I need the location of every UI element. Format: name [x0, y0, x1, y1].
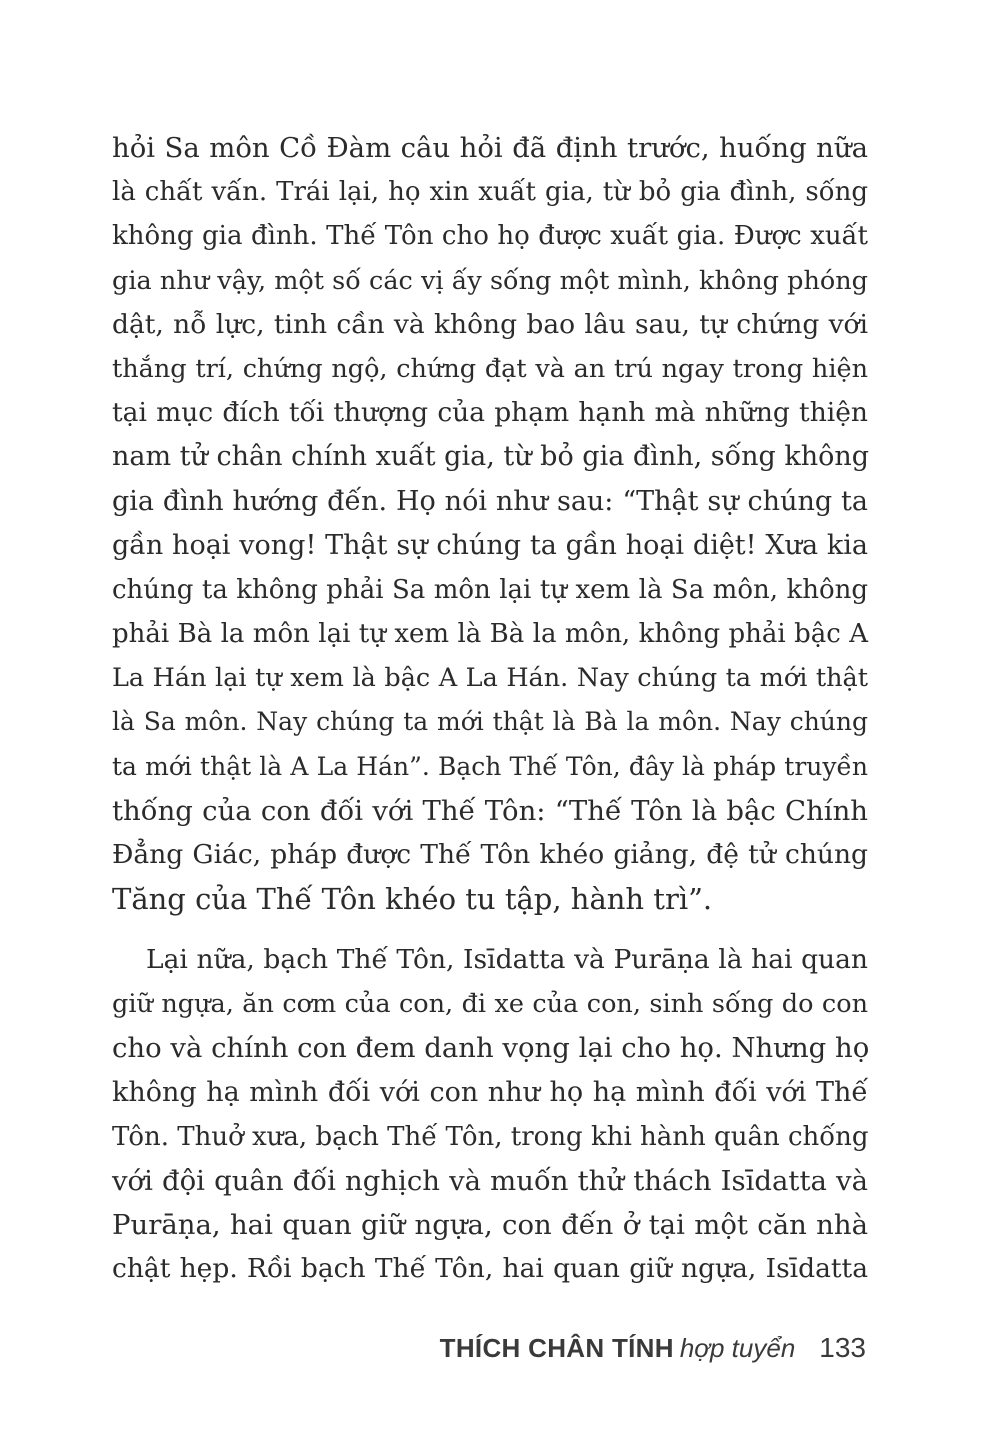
- text-line: không gia đình. Thế Tôn cho họ được xuất gia. Được xuất: [112, 221, 868, 252]
- text-line: giữ ngựa, ăn cơm của con, đi xe của con, sinh sống do con: [112, 989, 868, 1020]
- text-line: là Sa môn. Nay chúng ta mới thật là Bà la môn. Nay chúng: [112, 707, 868, 737]
- text-line: La Hán lại tự xem là bậc A La Hán. Nay chúng ta mới thật: [112, 663, 868, 694]
- paragraph-2: [112, 938, 868, 1292]
- text-line: Đẳng Giác, pháp được Thế Tôn khéo giảng, đệ tử chúng: [112, 839, 868, 870]
- text-line: chật hẹp. Rồi bạch Thế Tôn, hai quan giữ ngựa, Isīdatta: [112, 1253, 868, 1285]
- text-line: tại mục đích tối thượng của phạm hạnh mà những thiện: [112, 397, 868, 429]
- text-line: dật, nỗ lực, tinh cần và không bao lâu sau, tự chứng với: [112, 308, 868, 340]
- text-line: thắng trí, chứng ngộ, chứng đạt và an trú ngay trong hiện: [112, 353, 868, 384]
- text-line: Tôn. Thuở xưa, bạch Thế Tôn, trong khi hành quân chống: [112, 1121, 869, 1152]
- text-line: với đội quân đối nghịch và muốn thử thách Isīdatta và: [112, 1164, 868, 1197]
- text-line: Purāṇa, hai quan giữ ngựa, con đến ở tại một căn nhà: [112, 1209, 868, 1242]
- text-line: hỏi Sa môn Cồ Đàm câu hỏi đã định trước, huống nữa: [112, 132, 868, 164]
- text-line: gia như vậy, một số các vị ấy sống một mình, không phóng: [112, 265, 868, 296]
- text-line: gia đình hướng đến. Họ nói như sau: “Thật sự chúng ta: [112, 485, 868, 517]
- text-line: nam tử chân chính xuất gia, từ bỏ gia đình, sống không: [112, 441, 870, 473]
- page-footer: [440, 1326, 866, 1370]
- text-line: gần hoại vong! Thật sự chúng ta gần hoại diệt! Xưa kia: [112, 529, 868, 561]
- text-line: là chất vấn. Trái lại, họ xin xuất gia, từ bỏ gia đình, sống: [112, 177, 868, 208]
- text-line: chúng ta không phải Sa môn lại tự xem là Sa môn, không: [112, 574, 868, 605]
- text-line: cho và chính con đem danh vọng lại cho họ. Nhưng họ: [112, 1032, 870, 1065]
- text-line: phải Bà la môn lại tự xem là Bà la môn, không phải bậc A: [112, 619, 868, 650]
- text-line: Lại nữa, bạch Thế Tôn, Isīdatta và Purāṇa là hai quan: [146, 944, 868, 975]
- text-line: không hạ mình đối với con như họ hạ mình đối với Thế: [112, 1076, 868, 1108]
- text-line: Tăng của Thế Tôn khéo tu tập, hành trì”.: [112, 882, 713, 917]
- text-line: ta mới thật là A La Hán”. Bạch Thế Tôn, đây là pháp truyền: [112, 751, 868, 781]
- text-line: thống của con đối với Thế Tôn: “Thế Tôn là bậc Chính: [112, 794, 868, 827]
- paragraph-1: [112, 126, 868, 921]
- footer-author: THÍCH CHÂN TÍNH: [439, 1333, 674, 1363]
- footer-subtitle: hợp tuyển: [679, 1333, 796, 1363]
- page-number: 133: [819, 1332, 866, 1363]
